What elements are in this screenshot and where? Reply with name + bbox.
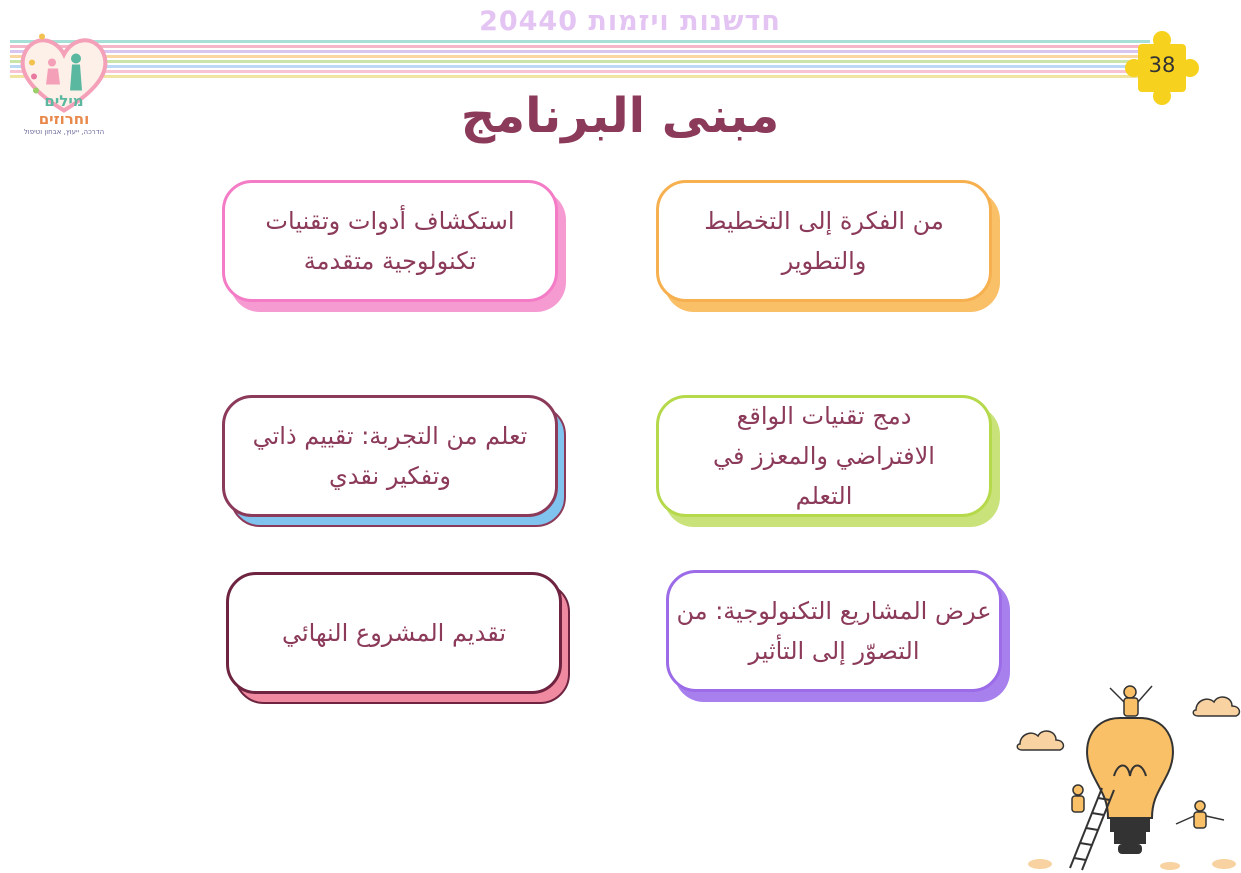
card-explore-tools [222,180,558,302]
card-learn-from-experience [222,395,558,517]
logo-text-line1: מילים [44,92,84,110]
lightbulb-illustration [1010,678,1241,873]
card-text: تقديم المشروع النهائي [281,619,507,647]
card-project-showcase [666,570,1002,692]
page-number: 38 [1148,53,1176,77]
header-stripes [10,40,1150,86]
card-text: استكشاف أدوات وتقنيات تكنولوجية متقدمة [265,207,515,275]
card-vr-ar [656,395,992,517]
card-idea-to-planning [656,180,992,302]
card-text: دمج تقنيات الواقع الافتراضي والمعزز في التعلم [713,402,935,510]
card-final-project [226,572,562,694]
logo-tagline: הדרכה, ייעוץ, אבחון וטיפול [23,128,105,136]
page-title: مبنى البرنامج [460,88,780,144]
card-text: من الفكرة إلى التخطيط والتطوير [704,207,944,275]
logo-text-line2: וחרוזים [38,110,90,128]
course-title: חדשנות ויזמות 20440 [479,6,781,37]
card-text: تعلم من التجربة: تقييم ذاتي وتفكير نقدي [252,422,528,490]
card-text: عرض المشاريع التكنولوجية: من التصوّر إلى التأثير [676,597,992,665]
